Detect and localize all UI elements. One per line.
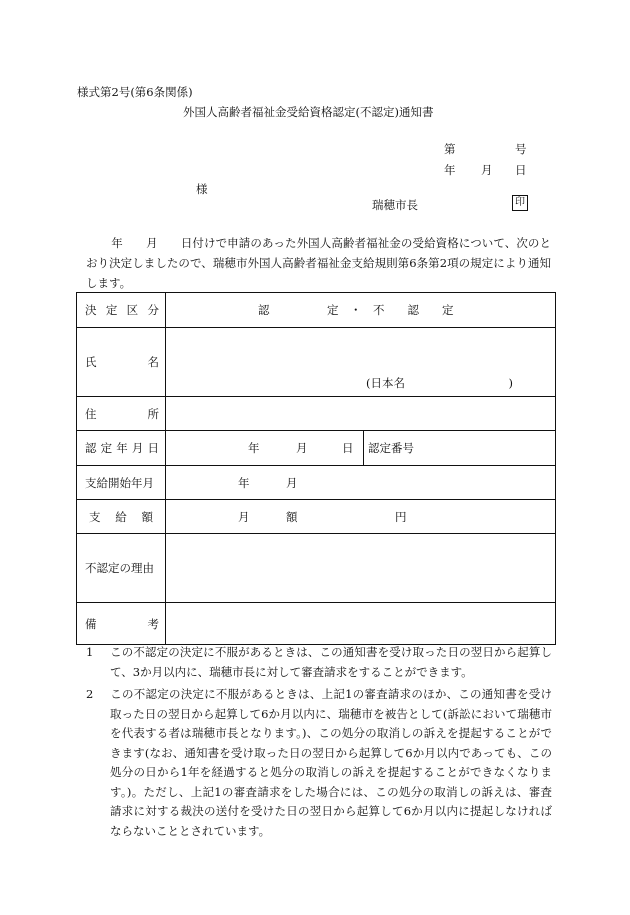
label-char: 定 xyxy=(100,441,113,455)
reason-value-cell xyxy=(166,534,556,603)
cert-date-label-cell xyxy=(77,431,166,466)
notification-table xyxy=(76,292,556,645)
label-char: 住 xyxy=(85,406,97,421)
table-row xyxy=(77,397,556,431)
cert-date-label xyxy=(85,440,159,456)
decision-label-cell xyxy=(77,293,166,328)
name-label-cell xyxy=(77,328,166,397)
start-month: 月 xyxy=(286,475,298,490)
cert-date-value-cell xyxy=(166,431,364,466)
address-label xyxy=(85,406,159,422)
start-label-cell xyxy=(77,466,166,500)
decision-value-cell xyxy=(166,293,556,328)
start-label: 支給開始年月 xyxy=(85,475,154,490)
table-row xyxy=(77,500,556,534)
table-row xyxy=(77,466,556,500)
cert-date-year: 年 xyxy=(248,441,260,455)
reason-label-cell xyxy=(77,534,166,603)
note-number: 1 xyxy=(86,645,94,659)
amount-yen: 円 xyxy=(395,509,407,524)
label-char: 年 xyxy=(116,441,128,455)
label-char: 支 xyxy=(89,509,101,524)
decision-value: 認 定 ・ 不 認 定 xyxy=(258,303,454,317)
note-text: この不認定の決定に不服があるときは、上記1の審査請求のほか、この通知書を受け取った日の翌日から起算して6か月以内に、瑞穂市を被告として(訴訟において瑞穂市を代表する者は瑞穂市長となります。)、この処分の取消しの訴えを提起することができます(なお、通知書を受け取った日の翌日から起算して6か月以内であっても、この処分の日から1年を経過すると処分の取消しの訴えを提起することができなくなります。)。ただし、上記1の審査請求をした場合には、この処分の取消しの訴えは、審査請求に対する裁決の送付を受けた日の翌日から起算して6か月以内に提起しなければならないこととされています。 xyxy=(110,687,552,838)
note-text: この不認定の決定に不服があるときは、この通知書を受け取った日の翌日から起算して、3か月以内に、瑞穂市長に対して審査請求をすることができます。 xyxy=(110,645,552,679)
table-row xyxy=(77,293,556,328)
amount-value-cell xyxy=(166,500,556,534)
label-char: 日 xyxy=(147,441,159,455)
remarks-value-cell xyxy=(166,603,556,645)
amount-label xyxy=(85,509,159,525)
cert-date-month: 月 xyxy=(296,441,308,455)
addressee-suffix: 様 xyxy=(196,182,208,196)
amount-gaku: 額 xyxy=(286,509,298,524)
name-label xyxy=(85,354,159,370)
table-row xyxy=(77,534,556,603)
issue-date-day: 日 xyxy=(515,163,527,177)
table-row xyxy=(77,328,556,397)
label-char: 区 xyxy=(126,303,139,317)
label-char: 決 xyxy=(85,303,97,317)
cert-number-label: 認定番号 xyxy=(368,441,414,455)
label-char: 考 xyxy=(147,616,159,631)
label-char: 所 xyxy=(147,406,159,421)
issuer-name: 瑞穂市長 xyxy=(372,198,418,212)
document-title: 外国人高齢者福祉金受給資格認定(不認定)通知書 xyxy=(183,105,434,119)
label-char: 氏 xyxy=(85,355,97,369)
label-char: 給 xyxy=(115,509,127,524)
form-number-label: 様式第2号(第6条関係) xyxy=(77,85,193,99)
remarks-label xyxy=(85,616,159,632)
start-value-cell xyxy=(166,466,556,500)
cert-date-day: 日 xyxy=(342,441,354,455)
reason-label: 不認定の理由 xyxy=(85,561,154,575)
address-value-cell xyxy=(166,397,556,431)
start-year: 年 xyxy=(238,475,250,490)
table-row xyxy=(77,603,556,645)
document-number-prefix: 第 xyxy=(444,142,456,156)
decision-label xyxy=(85,302,159,318)
remarks-label-cell xyxy=(77,603,166,645)
amount-monthly: 月 xyxy=(238,509,250,524)
label-char: 分 xyxy=(147,303,159,317)
label-char: 備 xyxy=(85,616,97,631)
notes-section xyxy=(86,643,552,841)
address-label-cell xyxy=(77,397,166,431)
issue-date-month: 月 xyxy=(481,163,493,177)
label-char: 定 xyxy=(105,303,118,317)
amount-label-cell xyxy=(77,500,166,534)
notification-body: 年 月 日付けで申請のあった外国人高齢者福祉金の受給資格について、次のとおり決定しましたので、瑞穂市外国人高齢者福祉金支給規則第6条第2項の規定により通知します。 xyxy=(86,236,551,290)
note-number: 2 xyxy=(86,687,94,701)
issue-date-year: 年 xyxy=(444,163,456,177)
table-row xyxy=(77,431,556,466)
label-char: 額 xyxy=(141,509,153,524)
cert-number-cell xyxy=(364,431,556,466)
label-char: 認 xyxy=(85,441,97,455)
seal-mark: 印 xyxy=(512,195,528,211)
japanese-name-field: (日本名 ) xyxy=(366,376,513,390)
note-item xyxy=(86,685,552,841)
note-item xyxy=(86,643,552,682)
name-value-cell xyxy=(166,328,556,397)
label-char: 月 xyxy=(131,441,144,455)
label-char: 名 xyxy=(147,355,159,369)
document-number-suffix: 号 xyxy=(515,142,527,156)
